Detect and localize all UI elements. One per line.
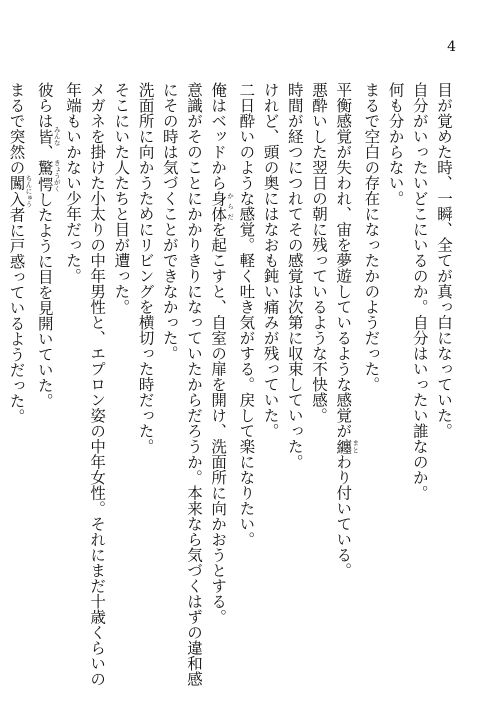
text-line-12: にその時は気づくことができなかった。	[160, 82, 179, 361]
text-segment: まるで突然の	[7, 82, 26, 175]
ruby-base: 驚愕	[35, 159, 54, 192]
text-line-15: メガネを掛けた小太りの中年男性と、エプロン姿の中年女性。それにまだ十歳くらいの	[88, 82, 107, 687]
text-line-3: 何も分からない。	[386, 82, 405, 206]
ruby-base: 皆	[35, 126, 54, 146]
text-line-16: 年端もいかない少年だった。	[63, 82, 82, 284]
ruby-word	[7, 174, 33, 208]
text-segment: 者に戸惑っているようだった。	[7, 206, 26, 424]
text-segment: 俺はベッドから	[209, 82, 228, 191]
text-line-1: 目が覚めた時、一瞬、全てが真っ白になっていた。	[435, 82, 453, 439]
text-line-6: 悪酔いした翌日の朝に残っているような不快感。	[309, 82, 328, 423]
ruby-word	[35, 159, 61, 192]
ruby-reading: きょうがく	[52, 159, 61, 192]
text-line-8: けれど、頭の奥にはなおも鈍い痛みが残っていた。	[261, 82, 280, 439]
text-segment: 、	[35, 144, 54, 160]
ruby-word	[334, 438, 360, 455]
text-line-17	[33, 82, 61, 682]
text-line-11: 意識がそのことにかかりきりになっていたからだろうか。本来なら気づくはずの違和感	[184, 82, 203, 687]
ruby-reading: からだ	[226, 190, 235, 222]
text-line-13: 洗面所に向かうためにリビングを横切った時だった。	[136, 82, 155, 454]
ruby-word	[35, 126, 61, 146]
ruby-reading: みんな	[52, 126, 61, 146]
text-segment: 平衡感覚が失われ、宙を夢遊しているような感覚が	[334, 82, 353, 439]
text-segment: を起こすと、自室の扉を開け、洗面所に向かおうとする。	[209, 221, 228, 625]
text-line-4: まるで空白の存在になったかのようだった。	[362, 82, 381, 392]
text-line-5	[331, 82, 359, 682]
ruby-base: 身体	[209, 190, 228, 222]
body-text	[7, 82, 456, 687]
text-segment: したように目を見開いていた。	[35, 191, 54, 409]
ruby-reading: ちんにゅう	[24, 174, 33, 208]
text-line-14: そこにいた人たちと目が遭った。	[112, 82, 131, 315]
ruby-word	[209, 190, 235, 222]
ruby-base: 闖入	[7, 174, 26, 208]
text-segment: 彼らは	[35, 82, 54, 129]
text-line-10	[206, 82, 234, 682]
ruby-reading: まと	[351, 438, 360, 454]
ruby-base: 纏	[334, 438, 353, 454]
text-line-9: 二日酔いのような感覚。軽く吐き気がする。戻して楽になりたい。	[237, 82, 256, 547]
text-segment: わり付いている。	[334, 454, 353, 578]
text-line-7: 時間が経つにつれてその感覚は次第に収束していった。	[285, 82, 304, 470]
text-line-2: 自分がいったいどこにいるのか。自分はいったい誰なのか。	[410, 82, 429, 501]
text-line-18	[4, 82, 32, 682]
page-number: 4	[447, 39, 456, 55]
